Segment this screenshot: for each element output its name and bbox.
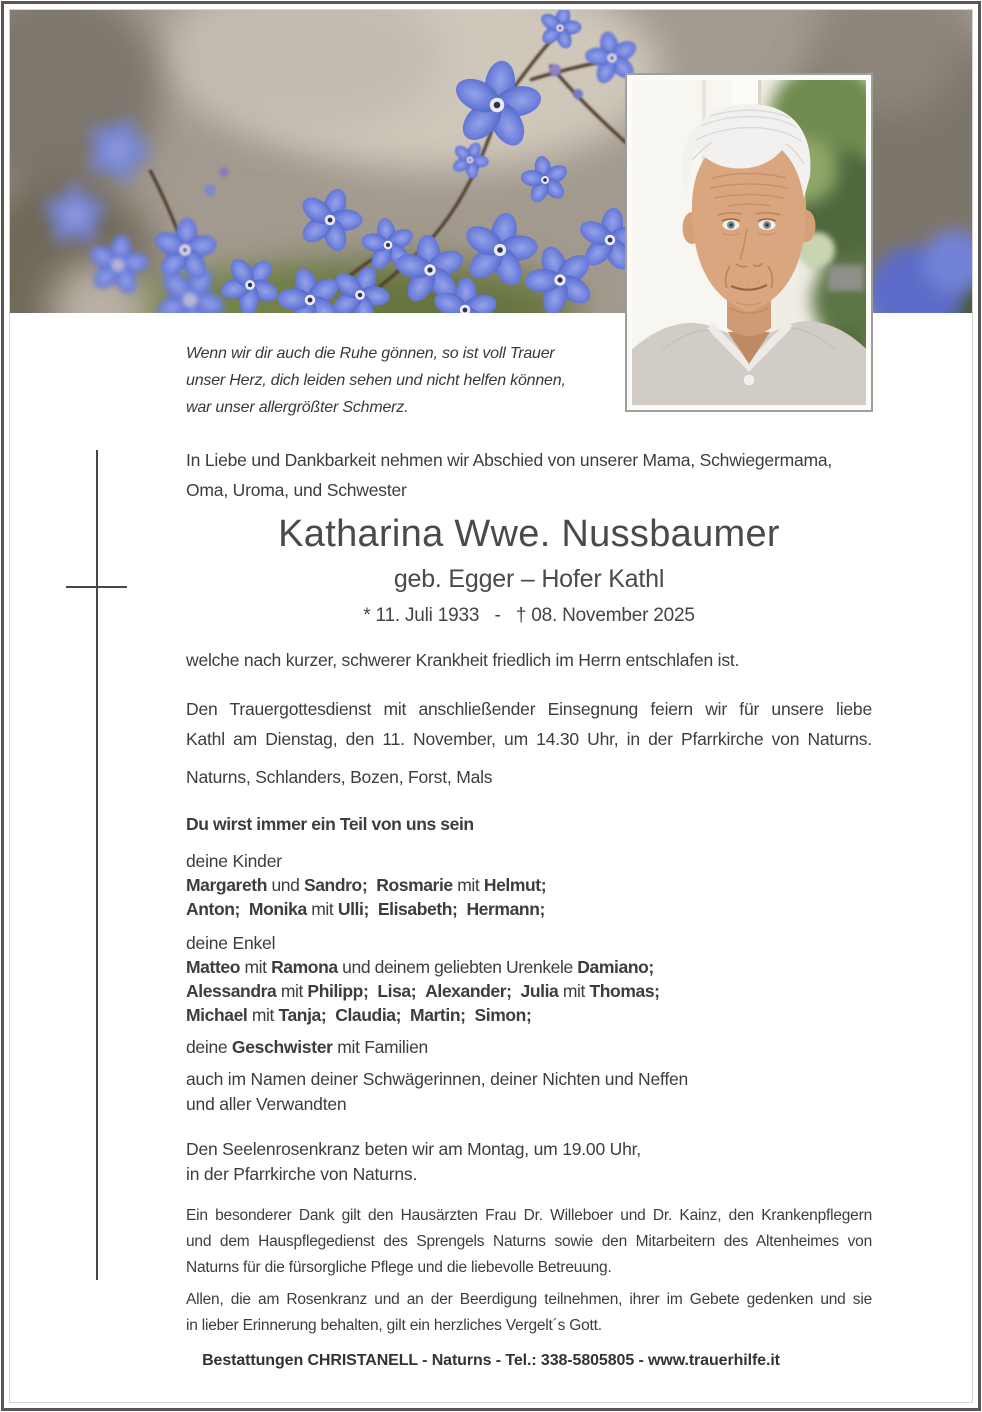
memorial-cross-horizontal [66, 586, 127, 588]
name-line: Alessandra mit Philipp; Lisa; Alexander; Julia mit Thomas; [186, 981, 660, 1001]
name-line: Margareth und Sandro; Rosmarie mit Helmut; [186, 875, 547, 895]
name-line: Matteo mit Ramona und deinem geliebten Urenkele Damiano; [186, 957, 654, 977]
justified-line: Ein besonderer Dank gilt den Hausärzten Frau Dr. Willeboer und Dr. Kainz, den Krankenpflegern [186, 1207, 872, 1224]
memorial-cross-vertical [96, 450, 98, 1280]
thanks-last-line: Naturns für die fürsorgliche Pflege und die liebevolle Betreuung. [186, 1259, 612, 1276]
siblings-line [186, 1035, 872, 1059]
attendees-last-line: in lieber Erinnerung behalten, gilt ein herzliches Vergelt´s Gott. [186, 1317, 602, 1334]
places-line: Naturns, Schlanders, Bozen, Forst, Mals [186, 767, 493, 787]
name-line: Anton; Monika mit Ulli; Elisabeth; Hermann; [186, 899, 545, 919]
justified-line: Allen, die am Rosenkranz und an der Beerdigung teilnehmen, ihrer im Gebete gedenken und sie [186, 1291, 872, 1308]
name-line: deine Geschwister mit Familien [186, 1037, 428, 1057]
thanks-note [186, 1203, 872, 1281]
relatives-note: auch im Namen deiner Schwägerinnen, deiner Nichten und Neffen und aller Verwandten [186, 1069, 689, 1114]
name-line: Michael mit Tanja; Claudia; Martin; Simon; [186, 1005, 532, 1025]
mourning-quote: Wenn wir dir auch die Ruhe gönnen, so ist voll Trauer unser Herz, dich leiden sehen und nicht helfen können, war unser allergrößter Schmerz. [186, 345, 566, 416]
attendees-justified [186, 1287, 872, 1313]
justified-line: und dem Hauspflegedienst des Sprengels Naturns sowie den Mitarbeitern des Altenheimes von [186, 1233, 872, 1250]
deceased-name: Katharina Wwe. Nussbaumer [278, 513, 780, 555]
justified-line: Kathl am Dienstag, den 11. November, um 14.30 Uhr, in der Pfarrkirche von Naturns. [186, 729, 872, 749]
funeral-service-info [186, 694, 872, 754]
portrait-photo [625, 73, 873, 412]
portrait-illustration [632, 80, 866, 405]
grandchildren-names [186, 955, 872, 1027]
justified-line: Den Trauergottesdienst mit anschließender Einsegnung feiern wir für unsere liebe [186, 699, 872, 719]
children-names [186, 873, 872, 921]
children-label: deine Kinder [186, 851, 282, 871]
grandchildren-label: deine Enkel [186, 933, 276, 953]
attendees-note [186, 1287, 872, 1339]
life-dates: * 11. Juli 1933 - † 08. November 2025 [363, 605, 695, 626]
death-statement: welche nach kurzer, schwerer Krankheit friedlich im Herrn entschlafen ist. [186, 650, 740, 670]
remembrance-line: Du wirst immer ein Teil von uns sein [186, 814, 474, 834]
funeral-home-footer: Bestattungen CHRISTANELL - Naturns - Tel.: 338-5805805 - www.trauerhilfe.it [202, 1352, 780, 1369]
thanks-justified [186, 1203, 872, 1255]
maiden-name: geb. Egger – Hofer Kathl [393, 565, 665, 593]
intro-text: In Liebe und Dankbarkeit nehmen wir Abschied von unserer Mama, Schwiegermama, Oma, Uroma, und Schwester [186, 450, 833, 500]
rosary-info: Den Seelenrosenkranz beten wir am Montag, um 19.00 Uhr, in der Pfarrkirche von Naturns. [186, 1139, 641, 1184]
